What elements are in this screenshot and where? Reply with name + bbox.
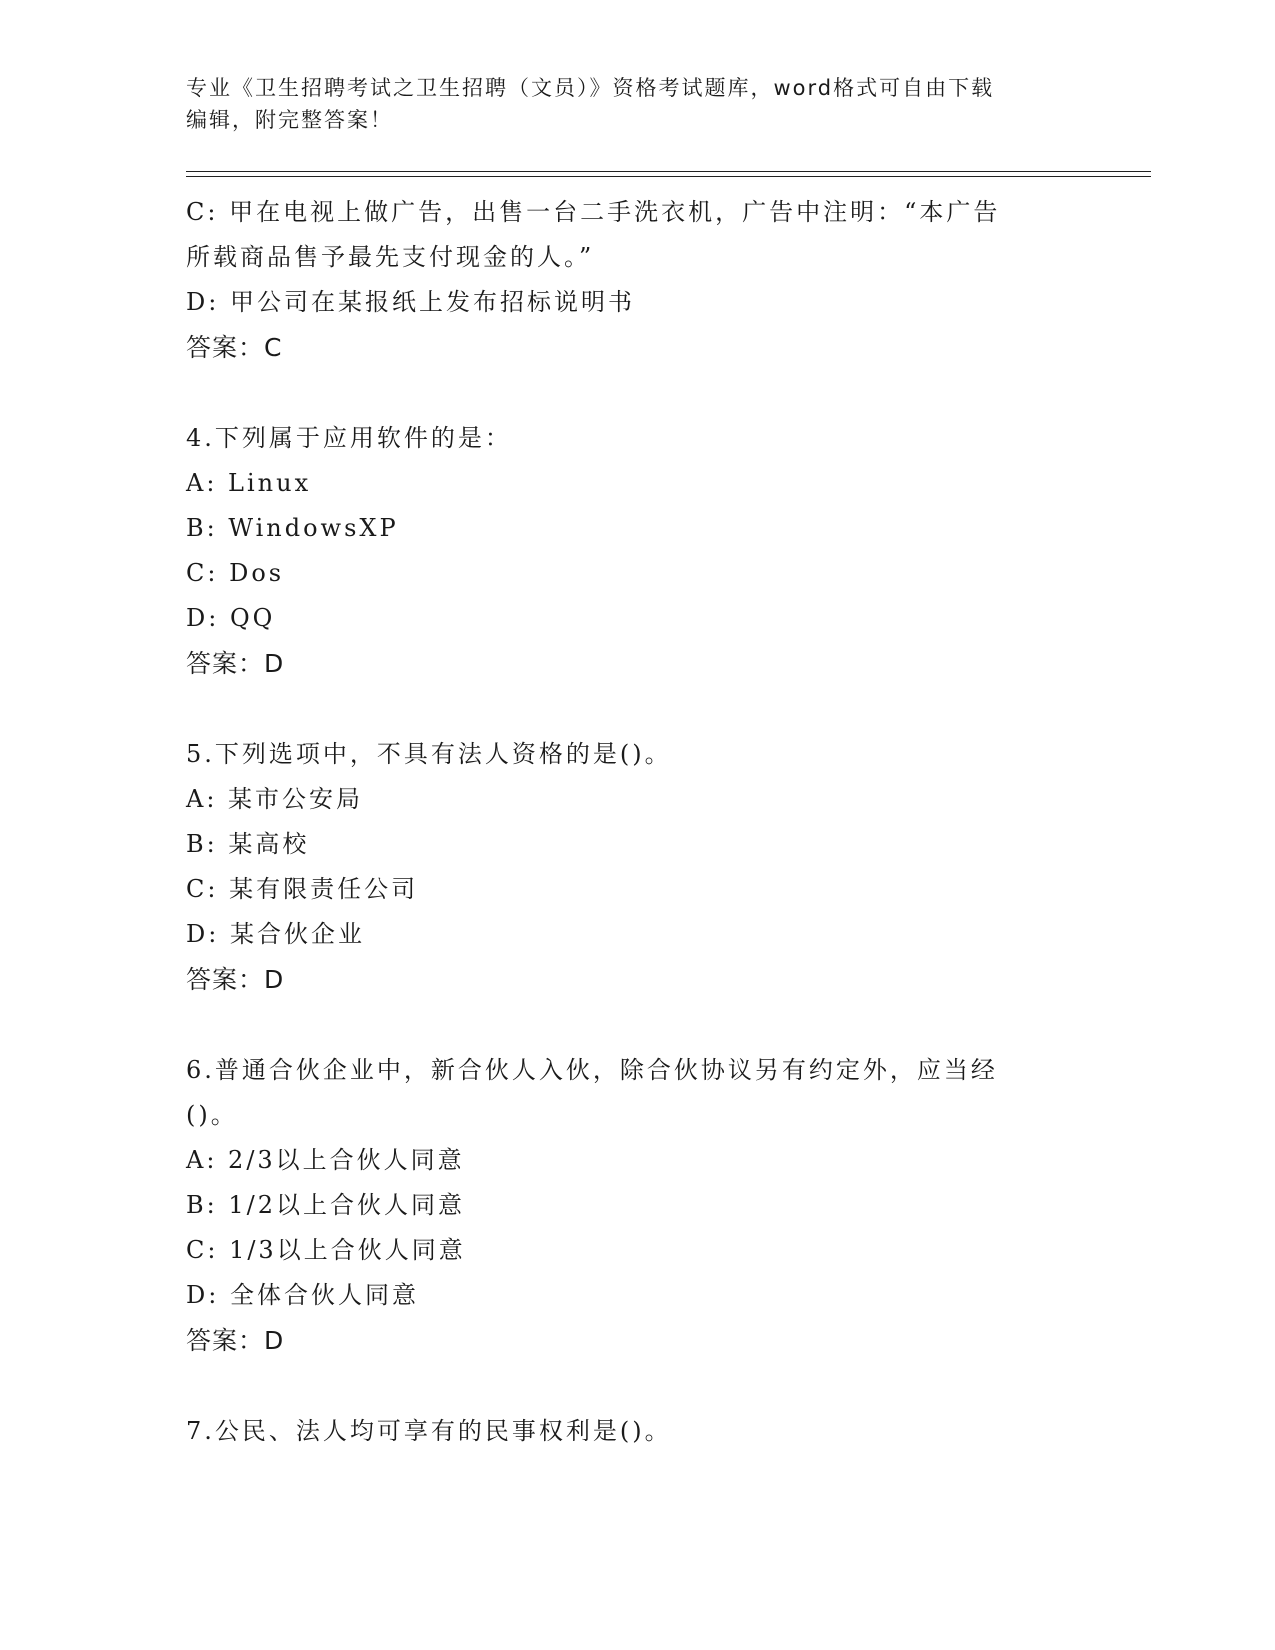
question-4 bbox=[186, 416, 1086, 686]
question-stem: 7.公民、法人均可享有的民事权利是()。 bbox=[186, 1417, 672, 1445]
option-c-line-1: C: 甲在电视上做广告，出售一台二手洗衣机，广告中注明：“本广告 bbox=[186, 198, 1001, 226]
question-7 bbox=[186, 1409, 1086, 1454]
option-d: D: 全体合伙人同意 bbox=[186, 1281, 419, 1309]
header-line-1: 专业《卫生招聘考试之卫生招聘（文员）》资格考试题库，word格式可自由下载 bbox=[186, 76, 995, 100]
header-rule-top bbox=[186, 171, 1151, 172]
answer: 答案：D bbox=[186, 965, 285, 994]
option-b: B: 1/2以上合伙人同意 bbox=[186, 1191, 465, 1219]
option-a: A: Linux bbox=[186, 469, 312, 497]
question-stem-line-2: ()。 bbox=[186, 1101, 238, 1129]
option-b: B: 某高校 bbox=[186, 830, 310, 858]
option-d: D: 某合伙企业 bbox=[186, 920, 365, 948]
question-3 bbox=[186, 190, 1086, 370]
question-stem: 5.下列选项中，不具有法人资格的是()。 bbox=[186, 740, 672, 768]
option-a: A: 某市公安局 bbox=[186, 785, 364, 813]
document-header bbox=[186, 72, 1066, 136]
option-a: A: 2/3以上合伙人同意 bbox=[186, 1146, 465, 1174]
answer: 答案：D bbox=[186, 649, 285, 678]
question-stem: 4.下列属于应用软件的是： bbox=[186, 424, 512, 452]
question-list bbox=[186, 190, 1086, 1454]
option-b: B: WindowsXP bbox=[186, 514, 399, 542]
question-6 bbox=[186, 1048, 1086, 1363]
header-line-2: 编辑，附完整答案！ bbox=[186, 108, 393, 132]
answer: 答案：C bbox=[186, 333, 283, 362]
question-5 bbox=[186, 732, 1086, 1002]
option-d: D: QQ bbox=[186, 604, 276, 632]
header-rule-bottom bbox=[186, 176, 1151, 177]
answer: 答案：D bbox=[186, 1326, 285, 1355]
option-d: D: 甲公司在某报纸上发布招标说明书 bbox=[186, 288, 635, 316]
option-c: C: 1/3以上合伙人同意 bbox=[186, 1236, 466, 1264]
option-c-line-2: 所载商品售予最先支付现金的人。” bbox=[186, 243, 595, 271]
option-c: C: Dos bbox=[186, 559, 285, 587]
question-stem-line-1: 6.普通合伙企业中，新合伙人入伙，除合伙协议另有约定外，应当经 bbox=[186, 1056, 998, 1084]
option-c: C: 某有限责任公司 bbox=[186, 875, 419, 903]
